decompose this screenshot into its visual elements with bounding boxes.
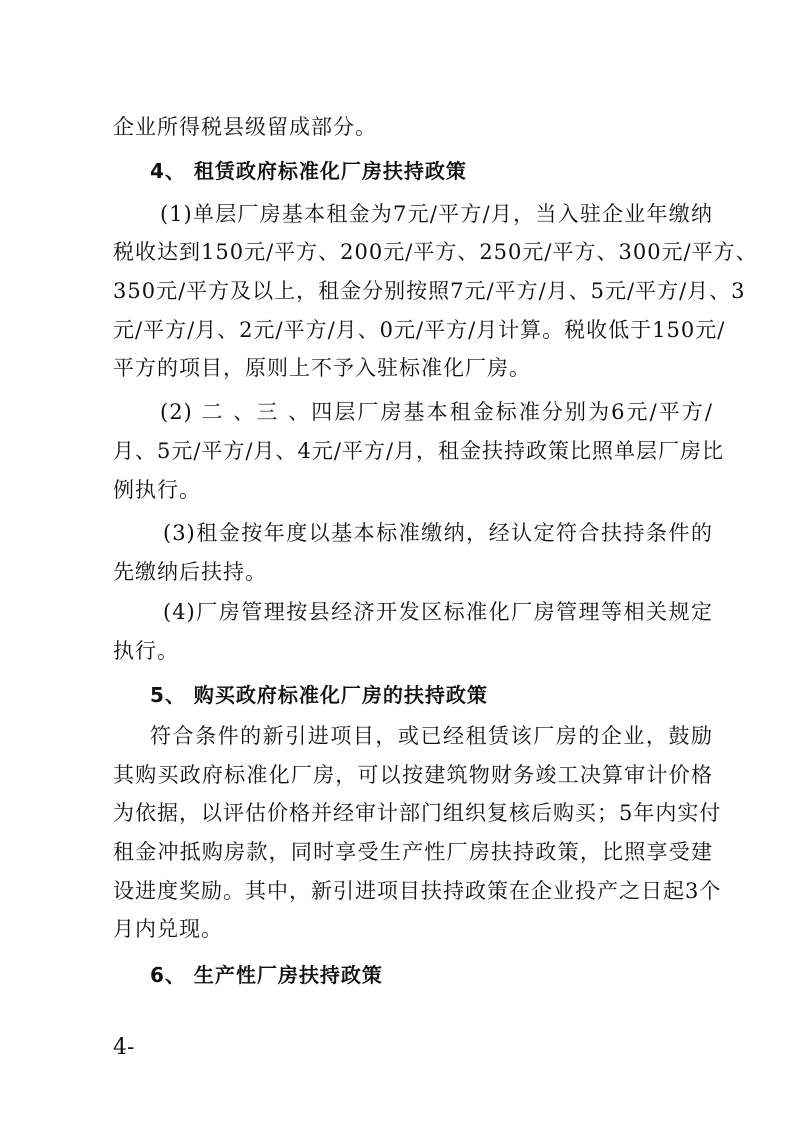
section-heading-4: 4、 租赁政府标准化厂房扶持政策 [150,159,467,183]
paragraph-line: 执行。 [113,639,179,663]
body-line: 企业所得税县级留成部分。 [113,115,377,139]
paragraph-line: 350元/平方及以上，租金分别按照7元/平方/月、5元/平方/月、3 [113,279,746,303]
paragraph-line: 元/平方/月、2元/平方/月、0元/平方/月计算。税收低于150元/ [113,318,726,342]
page-number: 4- [113,1035,135,1060]
paragraph-line: (4)厂房管理按县经济开发区标准化厂房管理等相关规定 [163,600,713,624]
paragraph-line: 先缴纳后扶持。 [113,560,267,584]
paragraph-line: (1)单层厂房基本租金为7元/平方/月，当入驻企业年缴纳 [160,202,713,226]
paragraph-line: 平方的项目，原则上不予入驻标准化厂房。 [113,356,531,380]
paragraph-line: (2) 二 、三 、四层厂房基本租金标准分别为6元/平方/ [160,400,713,424]
paragraph-line: 月、5元/平方/月、4元/平方/月，租金扶持政策比照单层厂房比 [113,439,725,463]
paragraph-line: 月内兑现。 [113,917,223,941]
paragraph-line: 其购买政府标准化厂房，可以按建筑物财务竣工决算审计价格 [113,763,713,787]
section-heading-5: 5、 购买政府标准化厂房的扶持政策 [150,683,488,707]
paragraph-line: 例执行。 [113,478,201,502]
paragraph-line: 税收达到150元/平方、200元/平方、250元/平方、300元/平方、 [113,240,758,264]
paragraph-line: (3)租金按年度以基本标准缴纳，经认定符合扶持条件的 [163,521,713,545]
section-heading-6: 6、 生产性厂房扶持政策 [150,963,383,987]
paragraph-line: 设进度奖励。其中，新引进项目扶持政策在企业投产之日起3个 [113,879,722,903]
paragraph-line: 为依据，以评估价格并经审计部门组织复核后购买；5年内实付 [113,801,722,825]
paragraph-line: 符合条件的新引进项目，或已经租赁该厂房的企业，鼓励 [150,724,713,748]
paragraph-line: 租金冲抵购房款，同时享受生产性厂房扶持政策，比照享受建 [113,840,713,864]
